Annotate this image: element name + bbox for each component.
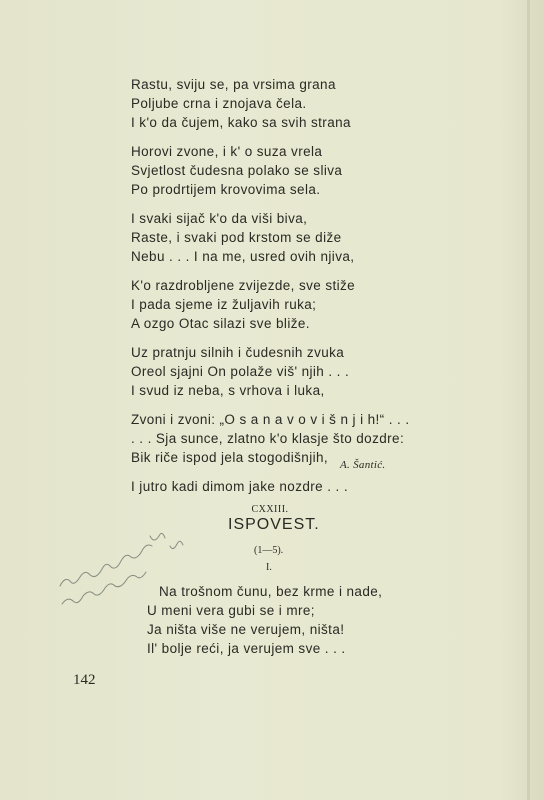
stanza [131,343,491,400]
poem-range: (1—5). [254,545,284,556]
poem-line: Zvoni i zvoni: „O s a n a v o v i š n j i h!“ . . . [131,412,410,427]
poem-line: U meni vera gubi se i mre; [147,603,315,618]
stanza [131,142,491,199]
poem-line: Ja ništa više ne verujem, ništa! [147,622,345,637]
poem-line: Nebu . . . I na me, usred ovih njiva, [131,249,355,264]
poem-line: Poljube crna i znojava čela. [131,96,307,111]
stanza [131,410,491,467]
poem-line: K'o razdrobljene zvijezde, sve stiže [131,278,356,293]
poem-line: Il' bolje reći, ja verujem sve . . . [147,641,346,656]
poem-line: Svjetlost čudesna polako se sliva [131,163,343,178]
poem-numeral: CXXIII. [251,504,289,515]
part-numeral: I. [266,562,272,573]
poem-line: Bik riče ispod jela stogodišnjih, [131,450,329,465]
poem-line: Uz pratnju silnih i čudesnih zvuka [131,345,345,360]
poem-line: A ozgo Otac silazi sve bliže. [131,316,310,331]
poem-body [131,75,491,506]
pencil-annotation [40,516,240,616]
author-signature: A. Šantić. [340,459,386,471]
poem-line: I k'o da čujem, kako sa svih strana [131,115,351,130]
stanza [131,75,491,132]
page-gutter [527,0,530,800]
poem-line: I svaki sijač k'o da viši biva, [131,211,308,226]
poem-line: Rastu, sviju se, pa vrsima grana [131,77,336,92]
stanza [131,276,491,333]
poem-line: Po prodrtijem krovovima sela. [131,182,321,197]
poem-line: . . . Sja sunce, zlatno k'o klasje što dozdre: [131,431,405,446]
poem-line: Raste, i svaki pod krstom se diže [131,230,342,245]
poem-line: I pada sjeme iz žuljavih ruka; [131,297,317,312]
stanza [131,477,491,496]
poem-line: Horovi zvone, i k' o suza vrela [131,144,323,159]
stanza [131,209,491,266]
poem-line: Na trošnom čunu, bez krme i nade, [159,584,383,599]
poem-line: I svud iz neba, s vrhova i luka, [131,383,325,398]
poem-line: Oreol sjajni On polaže viš' njih . . . [131,364,350,379]
poem-title: ISPOVEST. [228,516,320,533]
poem-line: I jutro kadi dimom jake nozdre . . . [131,479,348,494]
page-number: 142 [73,672,96,688]
